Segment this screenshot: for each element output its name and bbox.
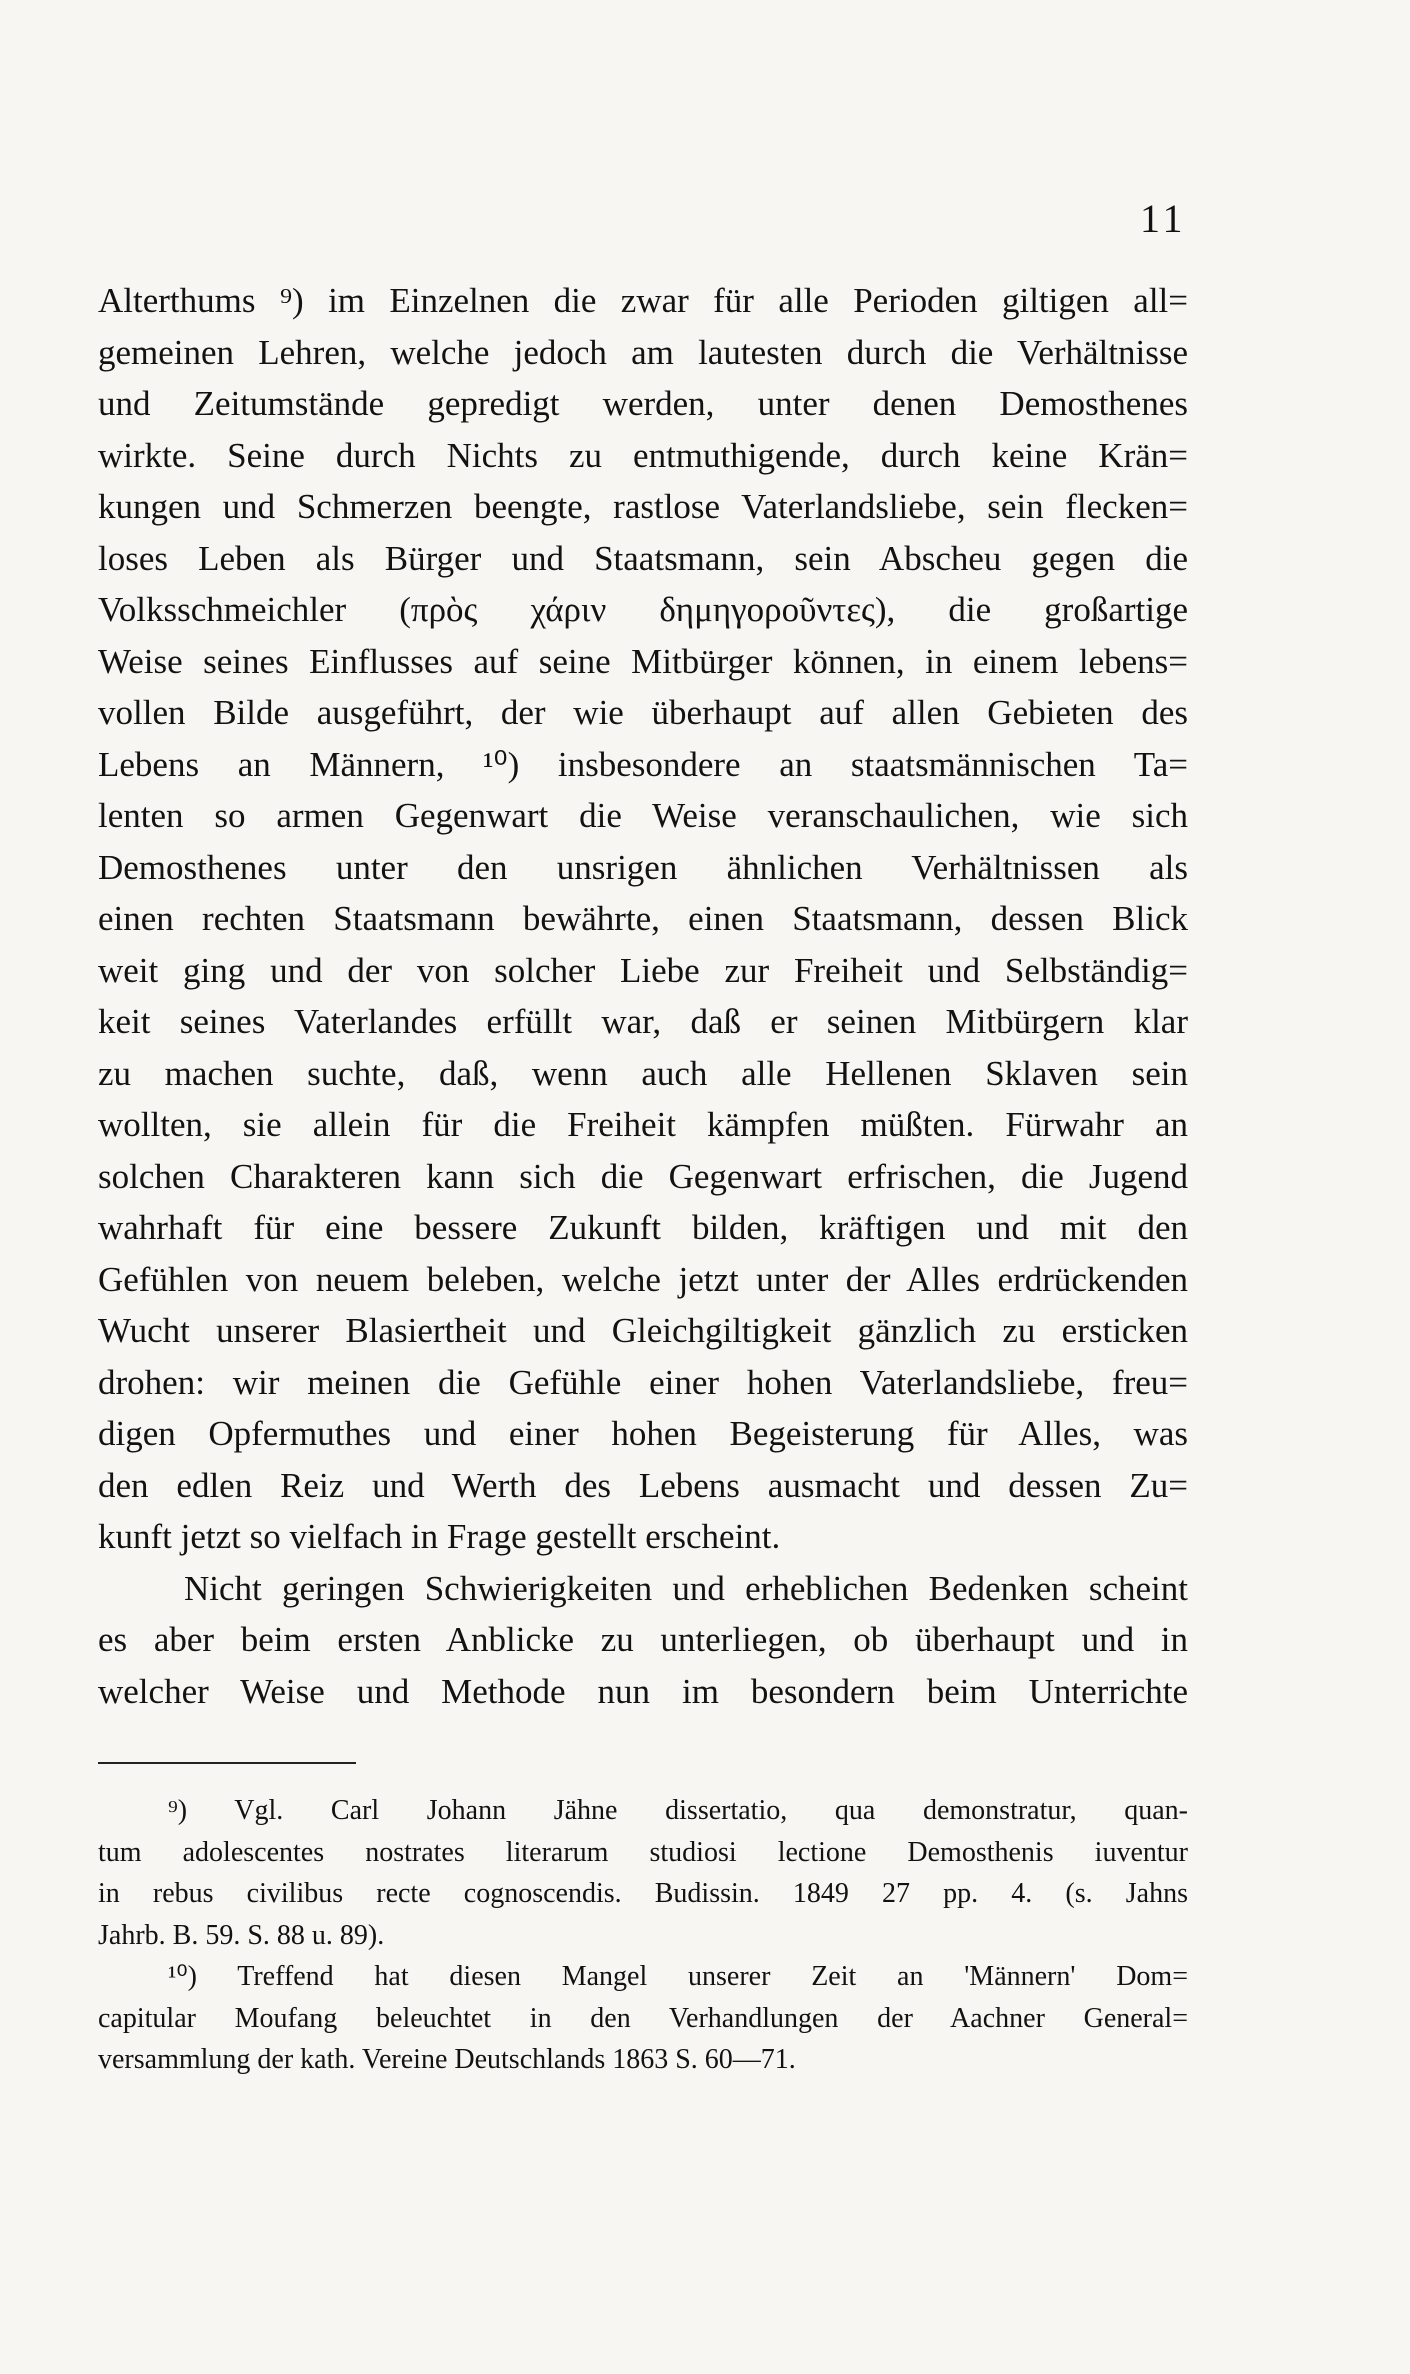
text-line: keit seines Vaterlandes erfüllt war, daß er seinen Mitbürgern klar (98, 1002, 1188, 1041)
footnote-line: capitular Moufang beleuchtet in den Verhandlungen der Aachner General= (98, 2002, 1188, 2034)
footnote-line: tum adolescentes nostrates literarum studiosi lectione Demosthenis iuventur (98, 1836, 1188, 1868)
text-line: Demosthenes unter den unsrigen ähnlichen Verhältnissen als (98, 847, 1188, 887)
text-line: welcher Weise und Methode nun im besondern beim Unterrichte (98, 1671, 1188, 1711)
text-line: und Zeitumstände gepredigt werden, unter denen Demosthenes (98, 384, 1188, 423)
text-line: wollten, sie allein für die Freiheit kämpfen müßten. Fürwahr an (98, 1105, 1188, 1144)
text-line: Nicht geringen Schwierigkeiten und erheblichen Bedenken scheint (184, 1568, 1188, 1608)
footnote-line: Jahrb. B. 59. S. 88 u. 89). (98, 1919, 385, 1951)
text-line: Lebens an Männern, ¹⁰) insbesondere an staatsmännischen Ta= (98, 744, 1188, 784)
text-line: Weise seines Einflusses auf seine Mitbürger können, in einem lebens= (98, 641, 1188, 681)
text-line: den edlen Reiz und Werth des Lebens ausmacht und dessen Zu= (98, 1465, 1188, 1505)
text-line: lenten so armen Gegenwart die Weise veranschaulichen, wie sich (98, 796, 1188, 835)
text-line: vollen Bilde ausgeführt, der wie überhaupt auf allen Gebieten des (98, 693, 1188, 732)
footnote-divider (98, 1762, 356, 1764)
footnotes (98, 1790, 1188, 2081)
main-text (98, 275, 1188, 1717)
text-line: kungen und Schmerzen beengte, rastlose Vaterlandsliebe, sein flecken= (98, 487, 1188, 526)
text-line: zu machen suchte, daß, wenn auch alle Hellenen Sklaven sein (98, 1053, 1188, 1093)
text-line: weit ging und der von solcher Liebe zur Freiheit und Selbständig= (98, 950, 1188, 990)
page-number: 11 (1140, 196, 1187, 241)
text-line: wirkte. Seine durch Nichts zu entmuthigende, durch keine Krän= (98, 435, 1188, 475)
footnote-line: in rebus civilibus recte cognoscendis. Budissin. 1849 27 pp. 4. (s. Jahns (98, 1878, 1188, 1909)
text-line: digen Opfermuthes und einer hohen Begeisterung für Alles, was (98, 1414, 1188, 1453)
text-line: kunft jetzt so vielfach in Frage gestellt erscheint. (98, 1517, 781, 1556)
text-line: Volksschmeichler (πρὸς χάριν δημηγοροῦντες), die großartige (98, 590, 1188, 629)
text-line: wahrhaft für eine bessere Zukunft bilden, kräftigen und mit den (98, 1208, 1188, 1247)
text-line: gemeinen Lehren, welche jedoch am lautesten durch die Verhältnisse (98, 332, 1188, 372)
text-line: Alterthums ⁹) im Einzelnen die zwar für alle Perioden giltigen all= (98, 281, 1188, 320)
footnote-line: ¹⁰) Treffend hat diesen Mangel unserer Zeit an 'Männern' Dom= (168, 1961, 1188, 1992)
text-line: solchen Charakteren kann sich die Gegenwart erfrischen, die Jugend (98, 1156, 1188, 1196)
text-line: es aber beim ersten Anblicke zu unterliegen, ob überhaupt und in (98, 1620, 1188, 1659)
text-line: drohen: wir meinen die Gefühle einer hohen Vaterlandsliebe, freu= (98, 1362, 1188, 1402)
text-line: einen rechten Staatsmann bewährte, einen Staatsmann, dessen Blick (98, 899, 1188, 938)
text-line: loses Leben als Bürger und Staatsmann, sein Abscheu gegen die (98, 538, 1188, 578)
text-line: Gefühlen von neuem beleben, welche jetzt unter der Alles erdrückenden (98, 1259, 1188, 1299)
footnote-line: versammlung der kath. Vereine Deutschlands 1863 S. 60—71. (98, 2044, 796, 2075)
footnote-line: ⁹) Vgl. Carl Johann Jähne dissertatio, qua demonstratur, quan- (168, 1795, 1188, 1826)
text-line: Wucht unserer Blasiertheit und Gleichgiltigkeit gänzlich zu ersticken (98, 1311, 1188, 1350)
